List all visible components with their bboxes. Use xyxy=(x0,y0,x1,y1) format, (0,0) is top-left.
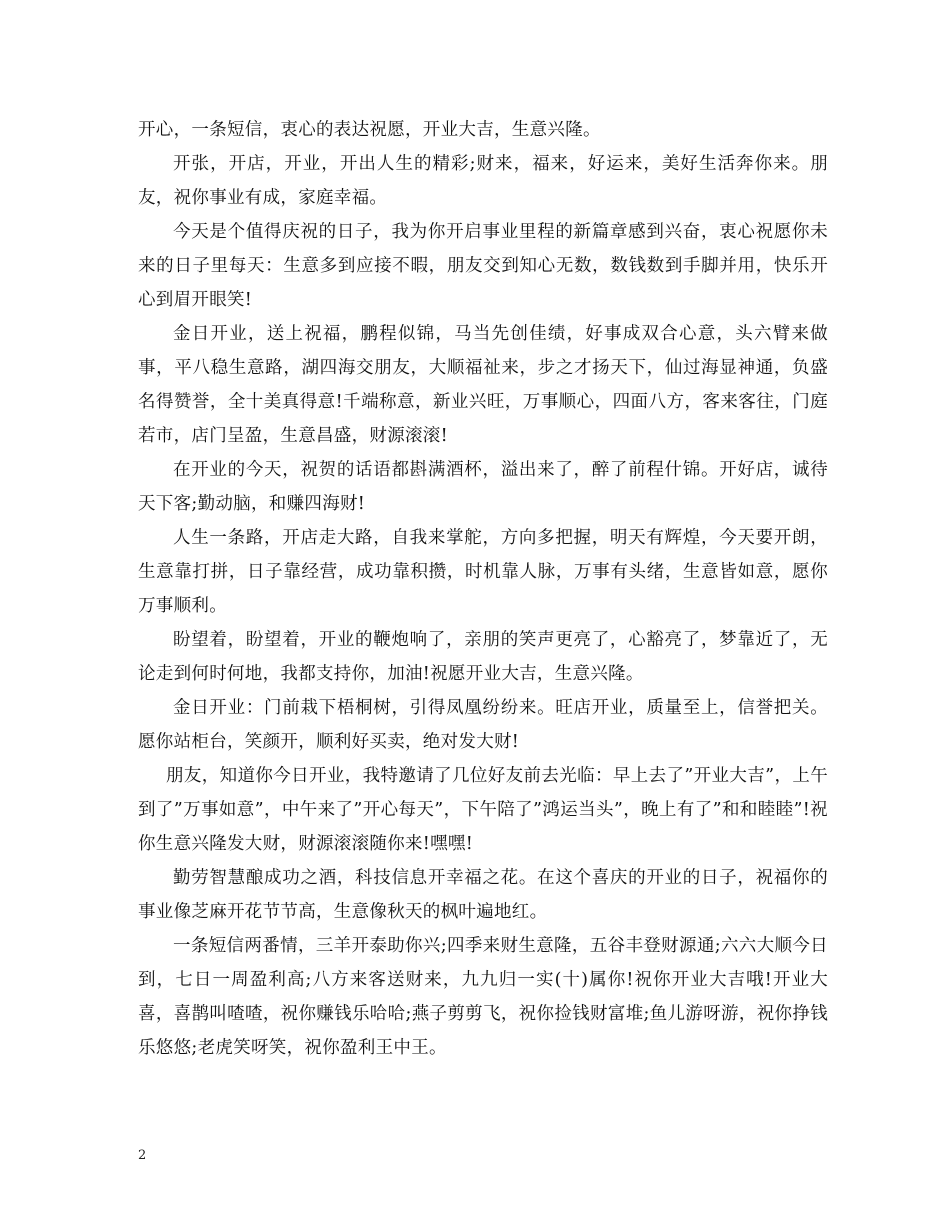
paragraph-10: 勤劳智慧酿成功之酒，科技信息开幸福之花。在这个喜庆的开业的日子，祝福你的事业像芝麻开花节节高，生意像秋天的枫叶遍地红。 xyxy=(138,868,828,922)
paragraph-6: 人生一条路，开店走大路，自我来掌舵，方向多把握，明天有辉煌，今天要开朗，生意靠打拼，日子靠经营，成功靠积攒，时机靠人脉，万事有头绪，生意皆如意，愿你万事顺利。 xyxy=(138,528,828,616)
paragraph-4: 金日开业，送上祝福，鹏程似锦，马当先创佳绩，好事成双合心意，头六臂来做事，平八稳生意路，湖四海交朋友，大顺福祉来，步之才扬天下，仙过海显神通，负盛名得赞誉，全十美真得意!千端称意，新业兴旺，万事顺心，四面八方，客来客往，门庭若市，店门呈盈，生意昌盛，财源滚滚! xyxy=(138,324,828,446)
paragraph-7: 盼望着，盼望着，开业的鞭炮响了，亲朋的笑声更亮了，心豁亮了，梦靠近了，无论走到何时何地，我都支持你，加油!祝愿开业大吉，生意兴隆。 xyxy=(138,630,828,684)
paragraph-11: 一条短信两番情，三羊开泰助你兴;四季来财生意隆，五谷丰登财源通;六六大顺今日到，七日一周盈利高;八方来客送财来，九九归一实(十)属你!祝你开业大吉哦!开业大喜，喜鹊叫喳喳，祝你赚钱乐哈哈;燕子剪剪飞，祝你捡钱财富堆;鱼儿游呀游，祝你挣钱乐悠悠;老虎笑呀笑，祝你盈利王中王。 xyxy=(138,936,828,1058)
paragraph-9: 朋友，知道你今日开业，我特邀请了几位好友前去光临：早上去了”开业大吉”，上午到了”万事如意”，中午来了”开心每天”，下午陪了”鸿运当头”，晚上有了”和和睦睦”!祝你生意兴隆发大财，财源滚滚随你来!嘿嘿! xyxy=(138,766,828,854)
document-body xyxy=(138,113,828,1065)
page-number: 2 xyxy=(138,1148,147,1163)
paragraph-8: 金日开业：门前栽下梧桐树，引得凤凰纷纷来。旺店开业，质量至上，信誉把关。愿你站柜台，笑颜开，顺利好买卖，绝对发大财! xyxy=(138,698,828,752)
paragraph-5: 在开业的今天，祝贺的话语都斟满酒杯，溢出来了，醉了前程什锦。开好店，诚待天下客;勤动脑，和赚四海财! xyxy=(138,460,828,514)
paragraph-3: 今天是个值得庆祝的日子，我为你开启事业里程的新篇章感到兴奋，衷心祝愿你未来的日子里每天：生意多到应接不暇，朋友交到知心无数，数钱数到手脚并用，快乐开心到眉开眼笑! xyxy=(138,222,828,310)
paragraph-2: 开张，开店，开业，开出人生的精彩;财来，福来，好运来，美好生活奔你来。朋友，祝你事业有成，家庭幸福。 xyxy=(138,154,828,208)
paragraph-1: 开心，一条短信，衷心的表达祝愿，开业大吉，生意兴隆。 xyxy=(138,120,601,140)
